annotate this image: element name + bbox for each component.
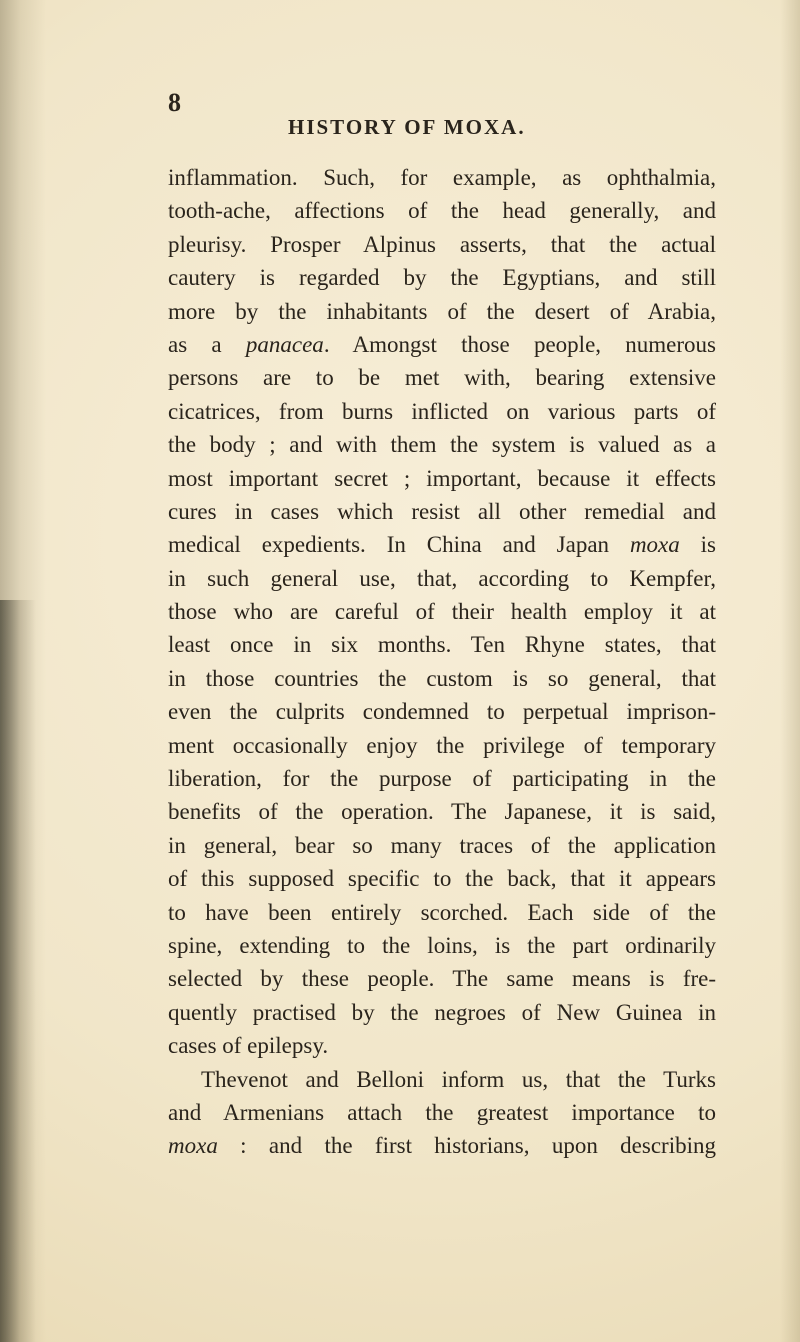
text-line: cicatrices, from burns inflicted on various parts of [168,398,716,424]
text-line: quently practised by the negroes of New Guinea in [168,999,716,1025]
text-line: most important secret ; important, because it effects [168,465,716,491]
text-line: cautery is regarded by the Egyptians, and still [168,265,716,291]
text-line: inflammation. Such, for example, as ophthalmia, [168,165,716,190]
page-number: 8 [168,88,181,117]
text-line: in those countries the custom is so general, that [168,665,716,691]
page-edge-shading [780,0,800,1342]
text-line: tooth-ache, affections of the head generally, and [168,198,716,224]
text-line: even the culprits condemned to perpetual imprison- [168,699,716,725]
text-line: as a panacea. Amongst those people, numerous [168,331,716,357]
text-line: spine, extending to the loins, is the part ordinarily [168,932,716,958]
text-line: moxa : and the first historians, upon describing [168,1133,716,1159]
text-line: benefits of the operation. The Japanese, it is said, [168,799,716,825]
text-line: cases of epilepsy. [168,1033,329,1059]
text-line: and Armenians attach the greatest importance to [168,1099,716,1125]
text-line: in general, bear so many traces of the application [168,832,716,858]
text-line: liberation, for the purpose of participating in the [168,766,716,792]
text-line: more by the inhabitants of the desert of Arabia, [168,298,716,324]
text-line: to have been entirely scorched. Each side of the [168,899,716,925]
text-line: cures in cases which resist all other remedial and [168,498,716,524]
text-line: in such general use, that, according to Kempfer, [168,565,716,591]
binding-edge [0,600,36,1342]
running-title: HISTORY OF MOXA. [288,115,526,139]
text-line: persons are to be met with, bearing extensive [168,365,716,391]
body-text [168,161,716,1163]
text-line: ment occasionally enjoy the privilege of temporary [168,732,716,758]
text-line: Thevenot and Belloni inform us, that the Turks [201,1066,716,1092]
text-line: least once in six months. Ten Rhyne states, that [168,632,716,658]
text-line: of this supposed specific to the back, that it appears [168,866,716,892]
text-line: the body ; and with them the system is valued as a [168,432,716,458]
text-line: medical expedients. In China and Japan moxa is [168,532,716,558]
text-line: those who are careful of their health employ it at [168,599,716,625]
text-line: pleurisy. Prosper Alpinus asserts, that the actual [168,231,716,257]
text-line: selected by these people. The same means is fre- [168,966,716,992]
